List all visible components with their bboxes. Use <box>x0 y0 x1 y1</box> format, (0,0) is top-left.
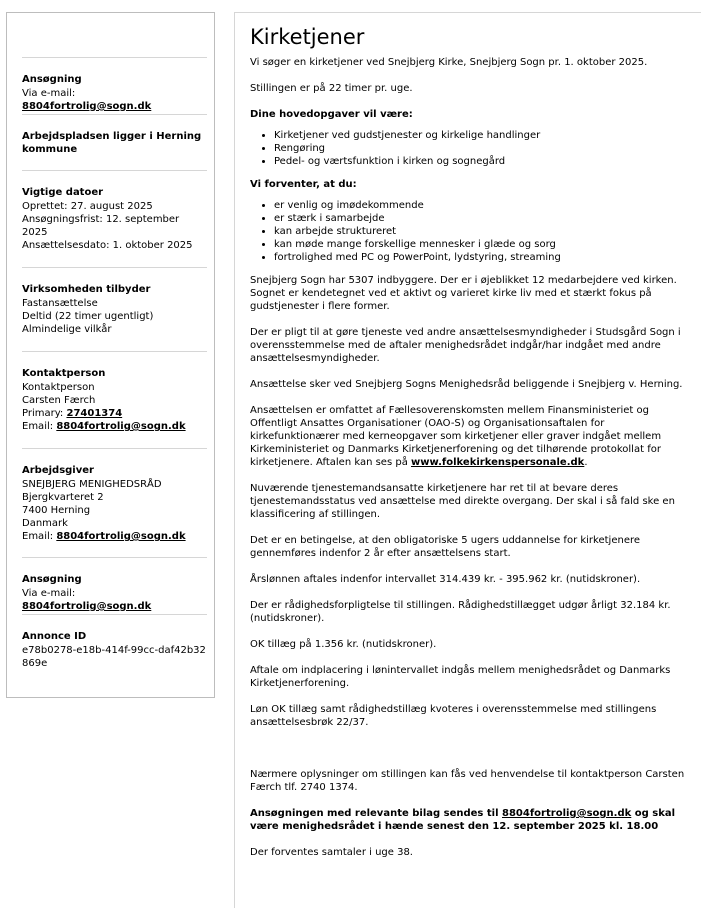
section-title: Annonce ID <box>22 631 87 642</box>
section-title: Ansøgning <box>22 74 82 85</box>
list-item: • fortrolighed med PC og PowerPoint, lydstyring, streaming <box>274 251 690 264</box>
list-item: • er venlig og imødekommende <box>274 199 690 212</box>
employer-email-link[interactable]: 8804fortrolig@sogn.dk <box>56 531 186 542</box>
list-item: • er stærk i samarbejde <box>274 212 690 225</box>
ok-paragraph: OK tillæg på 1.356 kr. (nutidskroner). <box>250 639 437 650</box>
section-title: Arbejdsgiver <box>22 465 94 476</box>
sidebar <box>6 12 215 698</box>
employer-name: SNEJBJERG MENIGHEDSRÅD <box>22 479 162 490</box>
section-title: Kontaktperson <box>22 368 106 379</box>
offer-item: Fastansættelse <box>22 298 98 309</box>
email-label: Email: <box>22 531 54 542</box>
section-title: Arbejdspladsen ligger i Herning kommune <box>22 131 202 155</box>
offers-section <box>22 283 207 336</box>
deadline-date: Ansøgningsfrist: 12. september 2025 <box>22 214 180 238</box>
application-email-link[interactable]: 8804fortrolig@sogn.dk <box>22 601 152 612</box>
list-item: • Rengøring <box>274 142 690 155</box>
workplace-section <box>22 130 207 157</box>
list-item: • kan arbejde struktureret <box>274 225 690 238</box>
employer-section <box>22 464 207 543</box>
email-label: Email: <box>22 421 54 432</box>
ad-id-value: e78b0278-e18b-414f-99cc-daf42b32869e <box>22 645 206 669</box>
intro-text: Vi søger en kirketjener ved Snejbjerg Kirke, Snejbjerg Sogn pr. 1. oktober 2025. <box>250 57 648 68</box>
offer-item: Almindelige vilkår <box>22 324 112 335</box>
contact-section <box>22 367 207 433</box>
divider <box>22 351 207 352</box>
divider <box>22 267 207 268</box>
employer-city: 7400 Herning <box>22 505 91 516</box>
oncall-paragraph: Der er rådighedsforpligtelse til stillingen. Rådighedstillægget udgør årligt 32.184 kr. (nutidskroner). <box>250 600 671 624</box>
divider <box>22 614 207 615</box>
contact-email-link[interactable]: 8804fortrolig@sogn.dk <box>56 421 186 432</box>
send-paragraph: Ansøgningen med relevante bilag sendes til 8804fortrolig@sogn.dk og skal være menighedsrådet i hænde senest den 12. september 2025 kl. 18.00 <box>250 808 676 832</box>
interview-paragraph: Der forventes samtaler i uge 38. <box>250 847 413 858</box>
list-item: • Pedel- og værtsfunktion i kirken og sognegård <box>274 155 690 168</box>
job-description <box>234 12 701 908</box>
application-section <box>22 73 207 113</box>
expect-heading: Vi forventer, at du: <box>250 179 357 190</box>
primary-label: Primary: <box>22 408 64 419</box>
start-date: Ansættelsesdato: 1. oktober 2025 <box>22 240 193 251</box>
agreement-paragraph: Ansættelsen er omfattet af Fællesoverenskomsten mellem Finansministeriet og Offentligt Ansattes Organisationer (OAO-S) og Organisationsaftalen for kirkefunktionærer med kerneopgaver som kirketjener eller graver indgået mellem Kirkeministeriet og Danmarks Kirketjenerforening og det tilhørende protokollat for kirketjenere. Aftalen kan ses på www.folkekirkenspersonale.dk. <box>250 405 662 468</box>
ad-id-section <box>22 630 207 670</box>
duty-paragraph: Der er pligt til at gøre tjeneste ved andre ansættelsesmyndigheder i Studsgård Sogn i overensstemmelse med de aftaler menighedsrådet indgår/har indgået med andre ansættelsesmyndigheder. <box>250 327 681 364</box>
section-title: Ansøgning <box>22 574 82 585</box>
status-paragraph: Nuværende tjenestemandsansatte kirketjenere har ret til at bevare deres tjenestemandsstatus ved ansættelse med direkte overgang. Der skal i så fald ske en klassificering af stillingen. <box>250 483 675 520</box>
employer-street: Bjergkvarteret 2 <box>22 492 104 503</box>
folkekirken-link[interactable]: www.folkekirkenspersonale.dk <box>411 457 585 468</box>
training-paragraph: Det er en betingelse, at den obligatoriske 5 ugers uddannelse for kirketjenere gennemføres indenfor 2 år efter ansættelsens start. <box>250 535 641 559</box>
divider <box>22 170 207 171</box>
page-title: Kirketjener <box>250 25 365 49</box>
expectations-list <box>250 199 690 264</box>
info-paragraph: Nærmere oplysninger om stillingen kan fås ved henvendelse til kontaktperson Carsten Færch tlf. 2740 1374. <box>250 769 685 793</box>
via-email-label: Via e-mail: <box>22 588 76 599</box>
hours-text: Stillingen er på 22 timer pr. uge. <box>250 83 413 94</box>
application-section <box>22 573 207 613</box>
section-title: Vigtige datoer <box>22 187 104 198</box>
tasks-list <box>250 129 690 168</box>
quota-paragraph: Løn OK tillæg samt rådighedstillæg kvoteres i overensstemmelse med stillingens ansættelsesbrøk 22/37. <box>250 704 657 728</box>
send-email-link[interactable]: 8804fortrolig@sogn.dk <box>502 808 632 819</box>
divider <box>22 57 207 58</box>
primary-phone-link[interactable]: 27401374 <box>66 408 123 419</box>
parish-paragraph: Snejbjerg Sogn har 5307 indbyggere. Der er i øjeblikket 12 medarbejdere ved kirken. Sognet er kendetegnet ved et aktivt og varieret kirke liv med et stærkt fokus på gudstjenester i flere former. <box>250 275 677 312</box>
contact-name: Carsten Færch <box>22 395 96 406</box>
list-item: • Kirketjener ved gudstjenester og kirkelige handlinger <box>274 129 690 142</box>
divider <box>22 448 207 449</box>
tasks-heading: Dine hovedopgaver vil være: <box>250 109 413 120</box>
employer-country: Danmark <box>22 518 68 529</box>
contact-role: Kontaktperson <box>22 382 95 393</box>
offer-item: Deltid (22 timer ugentligt) <box>22 311 154 322</box>
via-email-label: Via e-mail: <box>22 88 76 99</box>
application-email-link[interactable]: 8804fortrolig@sogn.dk <box>22 101 152 112</box>
created-date: Oprettet: 27. august 2025 <box>22 201 153 212</box>
employment-paragraph: Ansættelse sker ved Snejbjerg Sogns Menighedsråd beliggende i Snejbjerg v. Herning. <box>250 379 683 390</box>
salary-paragraph: Årslønnen aftales indenfor intervallet 314.439 kr. - 395.962 kr. (nutidskroner). <box>250 574 641 585</box>
divider <box>22 557 207 558</box>
section-title: Virksomheden tilbyder <box>22 284 151 295</box>
dates-section <box>22 186 207 252</box>
placement-paragraph: Aftale om indplacering i lønintervallet indgås mellem menighedsrådet og Danmarks Kirketjenerforening. <box>250 665 671 689</box>
list-item: • kan møde mange forskellige mennesker i glæde og sorg <box>274 238 690 251</box>
divider <box>22 114 207 115</box>
